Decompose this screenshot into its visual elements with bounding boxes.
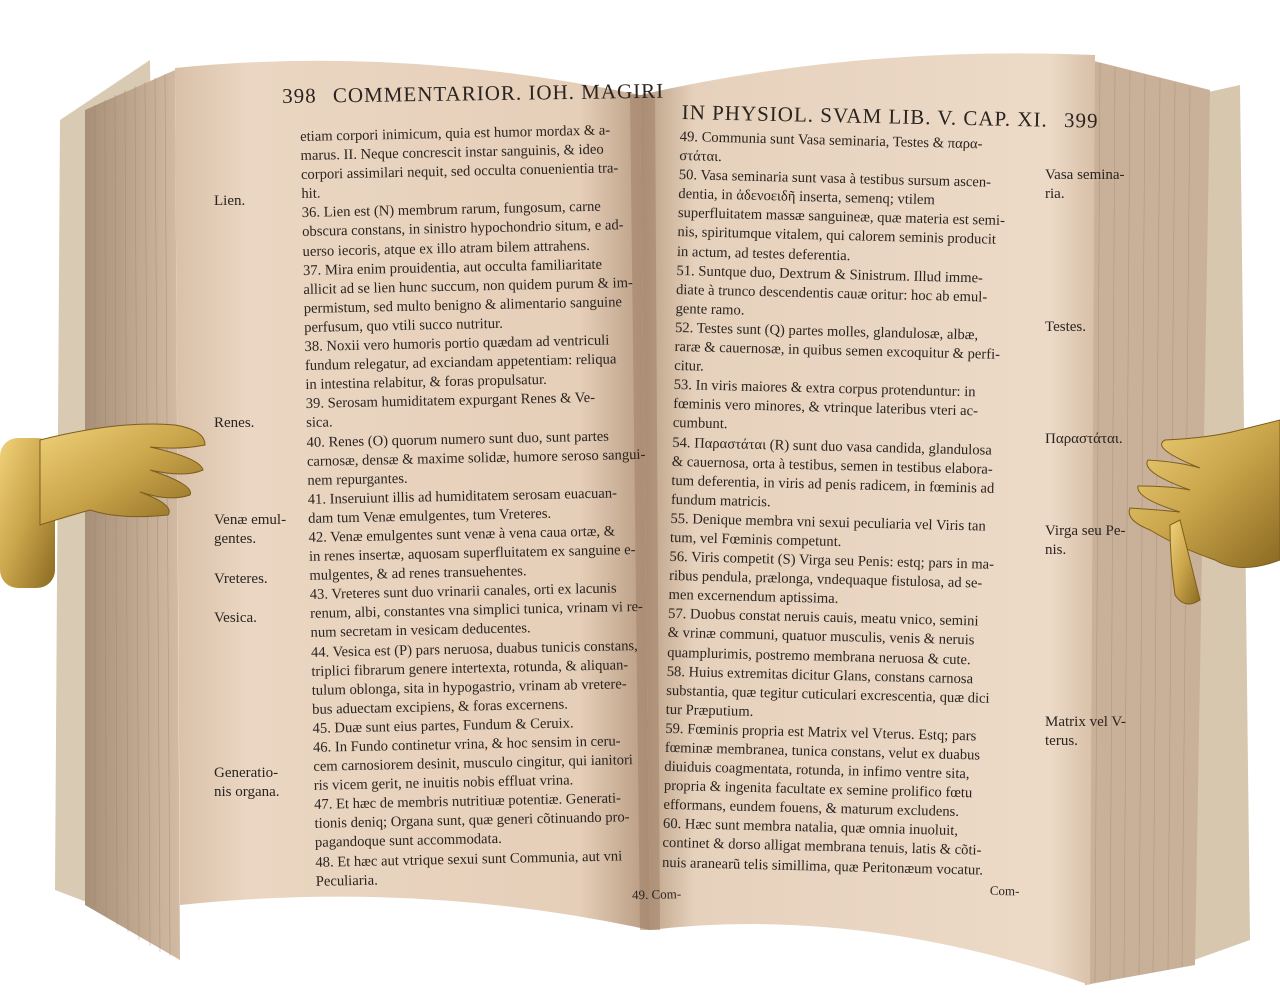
- text-line: fœminis vero minores, & vtrinque lateribus vteri ac-: [673, 396, 979, 420]
- text-line: cem carnosiorem desinit, musculo cingitur, qui ianitori: [313, 752, 634, 775]
- text-line: tulum oblonga, sita in hypogastrio, vrinam ab vretere-: [311, 676, 627, 699]
- text-line: men excernendum aptissima.: [668, 587, 839, 608]
- text-line: marus. II. Neque concrescit instar sanguinis, & ideo: [300, 141, 604, 165]
- left-folio: 398: [282, 83, 317, 108]
- text-line: Peculiaria.: [315, 872, 378, 890]
- text-line: 42. Venæ emulgentes sunt venæ à vena caua ortæ, &: [308, 523, 616, 546]
- margin-note-vasa-seminaria-cont: ria.: [1045, 186, 1065, 202]
- text-line: 52. Testes sunt (Q) partes molles, glandulosæ, albæ,: [674, 319, 979, 344]
- margin-note-venae-emulgentes: Venæ emul-: [214, 512, 287, 528]
- text-line: 46. In Fundo continetur vrina, & hoc sensim in ceru-: [312, 733, 621, 756]
- text-line: 55. Denique membra vni sexui peculiaria vel Viris tan: [670, 510, 986, 535]
- text-line: 38. Noxii vero humoris portio quædam ad ventriculi: [304, 332, 610, 355]
- text-line: continet & dorso alligat membrana tenuis, latis & cõti-: [662, 835, 982, 860]
- text-line: in intestina relabitur, & foras propulsatur.: [305, 372, 547, 394]
- text-line: 36. Lien est (N) membrum rarum, fungosum, carne: [301, 199, 601, 222]
- text-line: dam tum Venæ emulgentes, tum Vreteres.: [308, 505, 552, 527]
- text-line: 45. Duæ sunt eius partes, Fundum & Ceruix.: [312, 715, 574, 737]
- text-line: substantia, quæ tegitur cuticulari excrescentia, quæ dici: [666, 682, 990, 707]
- text-line: sica.: [306, 414, 333, 432]
- text-line: 41. Inseruiunt illis ad humiditatem serosam euacuan-: [307, 485, 618, 508]
- text-line: raræ & cauernosæ, in quibus semen excoquitur & perfi-: [674, 338, 1001, 363]
- text-line: citur.: [673, 358, 704, 375]
- text-line: hit.: [301, 185, 321, 203]
- margin-note-virga-cont: nis.: [1045, 542, 1067, 558]
- margin-note-vasa-seminaria: Vasa semina-: [1045, 167, 1125, 183]
- text-line: 37. Mira enim prouidentia, aut occulta familiaritate: [302, 256, 603, 279]
- text-line: perfusum, quo vtili succo nutritur.: [304, 315, 503, 336]
- text-line: 44. Vesica est (P) pars neruosa, duabus tunicis constans,: [310, 637, 638, 661]
- catchword: Com-: [989, 882, 1020, 899]
- text-line: ribus pendula, prælonga, vndequaque fistulosa, ad se-: [668, 568, 983, 592]
- text-line: tionis deniq; Organa sunt, quæ generi cõtinuando pro-: [314, 809, 630, 833]
- text-line: tum, vel Fœminis competunt.: [669, 529, 842, 551]
- text-line: 39. Serosam humiditatem expurgant Renes & Ve-: [305, 390, 596, 413]
- text-line: gente ramo.: [675, 300, 745, 319]
- text-line: 54. Παραστάται (R) sunt duo vasa candida, glandulosa: [672, 434, 992, 459]
- text-line: corpori assimilari nequit, sed occulta conuenientia tra-: [300, 160, 619, 184]
- text-line: fundum relegatur, ad exciandam appetentiam: reliqua: [304, 351, 617, 375]
- text-line: fundum matricis.: [670, 491, 771, 511]
- text-line: cumbunt.: [672, 415, 728, 433]
- margin-note-renes: Renes.: [214, 415, 255, 431]
- text-line: quamplurimis, postremo membrana neruosa & cute.: [666, 644, 971, 668]
- margin-note-matrix: Matrix vel V-: [1045, 714, 1126, 730]
- text-line: num secretam in vesicam deducentes.: [310, 620, 531, 642]
- text-line: mulgentes, & ad renes transuehentes.: [309, 563, 527, 585]
- text-line: pagandoque sunt accommodata.: [314, 831, 502, 852]
- text-line: in renes insertæ, aquosam superfluitatem ex sanguine e-: [308, 542, 636, 565]
- text-line: ris vicem gerit, ne inuitis nobis effluat vrina.: [313, 772, 574, 795]
- margin-note-vesica: Vesica.: [214, 610, 257, 626]
- text-line: & cauernosa, orta à testibus, semen in testibus elabora-: [671, 453, 993, 478]
- text-line: fœminæ membranea, tunica constans, velut ex duabus: [664, 739, 981, 764]
- text-line: 53. In viris maiores & extra corpus protenduntur: in: [673, 377, 976, 401]
- margin-note-generationis-cont: nis organa.: [214, 784, 280, 800]
- margin-note-generationis: Generatio-: [214, 765, 279, 781]
- margin-note-testes: Testes.: [1045, 319, 1087, 335]
- right-running-head-title: IN PHYSIOL. SVAM LIB. V. CAP. XI.: [681, 100, 1049, 132]
- text-line: propria & ingenita facultate ex semine prolifico fœtu: [663, 777, 973, 802]
- text-line: 57. Duobus constat neruis cauis, meatu vnico, semini: [667, 606, 979, 630]
- left-page-text: [300, 120, 681, 910]
- text-line: & vrinæ communi, quatuor musculis, venis & neruis: [667, 625, 975, 649]
- text-line: diate à trunco descendentis cauæ oritur: hoc ab emul-: [675, 281, 988, 306]
- text-line: 48. Et hæc aut vtrique sexui sunt Communia, aut vni: [315, 847, 623, 871]
- text-line: carnosæ, densæ & maxime solidæ, humore seroso sangui-: [306, 446, 646, 470]
- text-line: 51. Suntque duo, Dextrum & Sinistrum. Illud imme-: [676, 262, 984, 287]
- margin-note-matrix-cont: terus.: [1045, 733, 1078, 749]
- left-running-head-title: COMMENTARIOR. IOH. MAGIRI: [332, 78, 665, 108]
- text-line: tur Præputium.: [665, 701, 754, 720]
- text-line: etiam corpori inimicum, quia est humor mordax & a-: [300, 122, 611, 145]
- text-line: 56. Viris competit (S) Virga seu Penis: estq; pars in ma-: [669, 548, 995, 573]
- text-line: bus aduectam excipiens, & foras excernens.: [312, 696, 568, 718]
- text-line: uerso iecoris, atque ex illo atram bilem attrahens.: [302, 237, 591, 260]
- text-line: 49. Communia sunt Vasa seminaria, Testes & παρα-: [679, 128, 983, 153]
- catchword: 49. Com-: [631, 885, 682, 902]
- text-line: efformans, eundem fouens, & maturum excludens.: [663, 797, 960, 821]
- text-line: renum, albi, constantes vna simplici tunica, vrinam vi re-: [310, 599, 644, 623]
- text-line: 60. Hæc sunt membra natalia, quæ omnia inuoluit,: [662, 816, 959, 840]
- margin-note-vreteres: Vreteres.: [214, 571, 268, 587]
- text-line: nem repurgantes.: [307, 470, 408, 489]
- text-line: 50. Vasa seminaria sunt vasa à testibus sursum ascen-: [678, 167, 992, 191]
- text-line: permistum, sed multo benigno & alimentario sanguine: [303, 294, 623, 317]
- text-line: obscura constans, in sinistro hypochondrio situm, e ad-: [302, 217, 624, 241]
- text-line: 58. Huius extremitas dicitur Glans, constans carnosa: [666, 663, 974, 687]
- right-folio: 399: [1063, 108, 1099, 133]
- text-line: triplici fibrarum genere intertexta, rotunda, & aliquan-: [311, 656, 629, 680]
- text-line: 43. Vreteres sunt duo vrinarii canales, orti ex lacunis: [309, 580, 617, 604]
- margin-note-venae-emulgentes-cont: gentes.: [214, 531, 257, 547]
- text-line: diuiduis coagmentata, rotunda, in infimo ventre sita,: [664, 758, 970, 783]
- text-line: in actum, ad testes deferentia.: [676, 243, 851, 264]
- margin-note-lien: Lien.: [214, 193, 246, 209]
- text-line: nuis aranearũ telis simillima, quæ Peritonæum vocatur.: [661, 854, 984, 879]
- margin-note-parastatae: Παραστάται.: [1045, 431, 1123, 447]
- text-line: dentia, in ἀδενοειδῆ inserta, semenq; vtilem: [678, 186, 935, 209]
- text-line: 47. Et hæc de membris nutritiuæ potentiæ. Generati-: [314, 790, 622, 814]
- text-line: 59. Fœminis propria est Matrix vel Vterus. Estq; pars: [665, 720, 977, 745]
- text-line: tum deferentia, in viris ad penis radicem, in fœminis ad: [671, 472, 995, 497]
- text-line: στάται.: [679, 148, 722, 166]
- left-running-head: [282, 79, 664, 109]
- text-line: allicit ad se lien hunc succum, non quidem purum & im-: [303, 274, 633, 298]
- right-page-text: [661, 128, 1038, 900]
- text-line: superfluitatem massæ sanguineæ, quæ materia est semi-: [677, 205, 1006, 230]
- text-line: 40. Renes (O) quorum numero sunt duo, sunt partes: [306, 428, 610, 451]
- text-line: nis, spiritumque vitalem, qui calorem seminis producit: [677, 224, 997, 249]
- margin-note-virga: Virga seu Pe-: [1045, 523, 1126, 539]
